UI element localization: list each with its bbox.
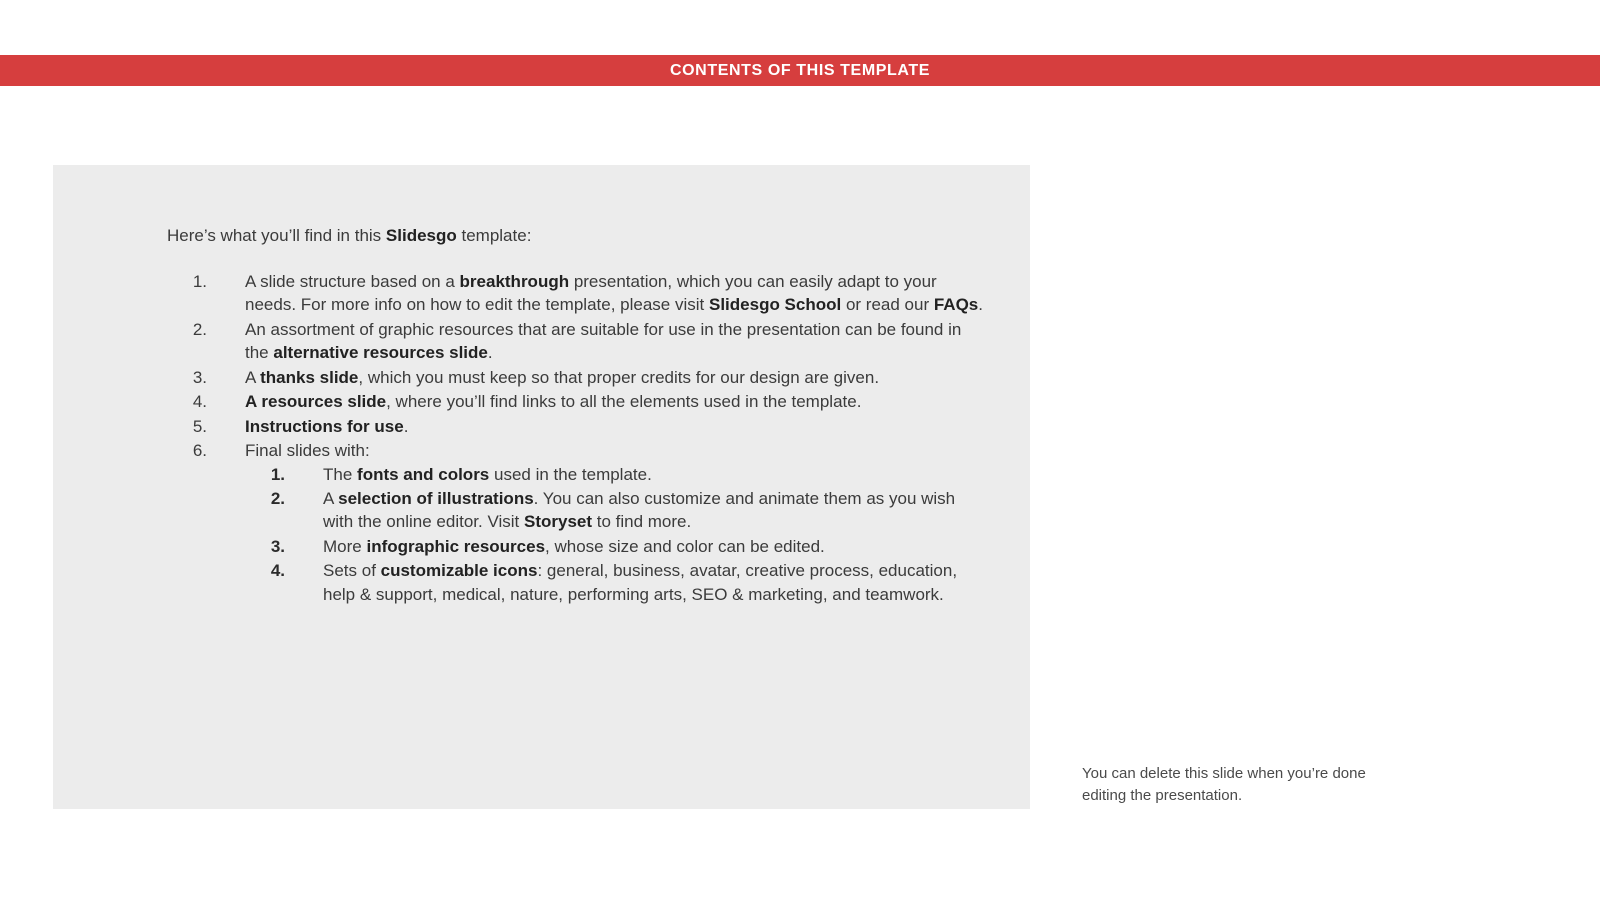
list-item-number: 3. — [192, 367, 207, 387]
sublist-item-number: 2. — [270, 489, 285, 509]
sublist-item — [245, 487, 987, 534]
sublist-item-text: Sets of customizable icons: general, business, avatar, creative process, education, help & support, medical, nature, performing arts, SEO & marketing, and teamwork. — [323, 561, 958, 604]
contents-sublist — [245, 463, 987, 607]
intro-paragraph: Here’s what you’ll find in this Slidesgo template: — [167, 226, 532, 245]
list-item-text: Final slides with: — [245, 441, 370, 461]
list-item — [167, 390, 987, 413]
sublist-item-number: 1. — [270, 464, 285, 484]
delete-slide-note: You can delete this slide when you’re done editing the presentation. — [1082, 765, 1366, 804]
list-item-number: 5. — [192, 416, 207, 436]
list-item-text: A resources slide, where you’ll find links to all the elements used in the template. — [245, 392, 862, 412]
list-item-number: 1. — [192, 271, 207, 291]
sublist-item-text: The fonts and colors used in the template. — [323, 464, 652, 484]
sublist-item-number: 3. — [270, 536, 285, 556]
page-title: CONTENTS OF THIS TEMPLATE — [669, 61, 931, 79]
list-item-number: 2. — [192, 319, 207, 339]
list-item — [167, 415, 987, 438]
sublist-item — [245, 559, 987, 606]
content-panel — [53, 165, 1030, 809]
contents-list — [167, 270, 987, 606]
list-item — [167, 366, 987, 389]
list-item-text: A slide structure based on a breakthrough presentation, which you can easily adapt to your needs. For more info on how to edit the template, please visit Slidesgo School or read our FAQs. — [245, 271, 983, 315]
sublist-item — [245, 463, 987, 486]
sublist-item-number: 4. — [270, 561, 285, 581]
list-item — [167, 439, 987, 606]
content-panel-body — [167, 225, 987, 607]
slide-title-banner — [0, 55, 1600, 86]
sublist-item — [245, 535, 987, 558]
list-item-text: An assortment of graphic resources that are suitable for use in the presentation can be found in the alternative resources slide. — [245, 319, 962, 363]
list-item-number: 6. — [192, 441, 207, 461]
list-item — [167, 270, 987, 317]
list-item — [167, 318, 987, 365]
list-item-number: 4. — [192, 392, 207, 412]
sublist-item-text: A selection of illustrations. You can also customize and animate them as you wish with the online editor. Visit Storyset to find more. — [323, 489, 956, 532]
list-item-text: Instructions for use. — [245, 416, 409, 436]
sublist-item-text: More infographic resources, whose size and color can be edited. — [323, 536, 825, 556]
list-item-text: A thanks slide, which you must keep so that proper credits for our design are given. — [245, 367, 880, 387]
